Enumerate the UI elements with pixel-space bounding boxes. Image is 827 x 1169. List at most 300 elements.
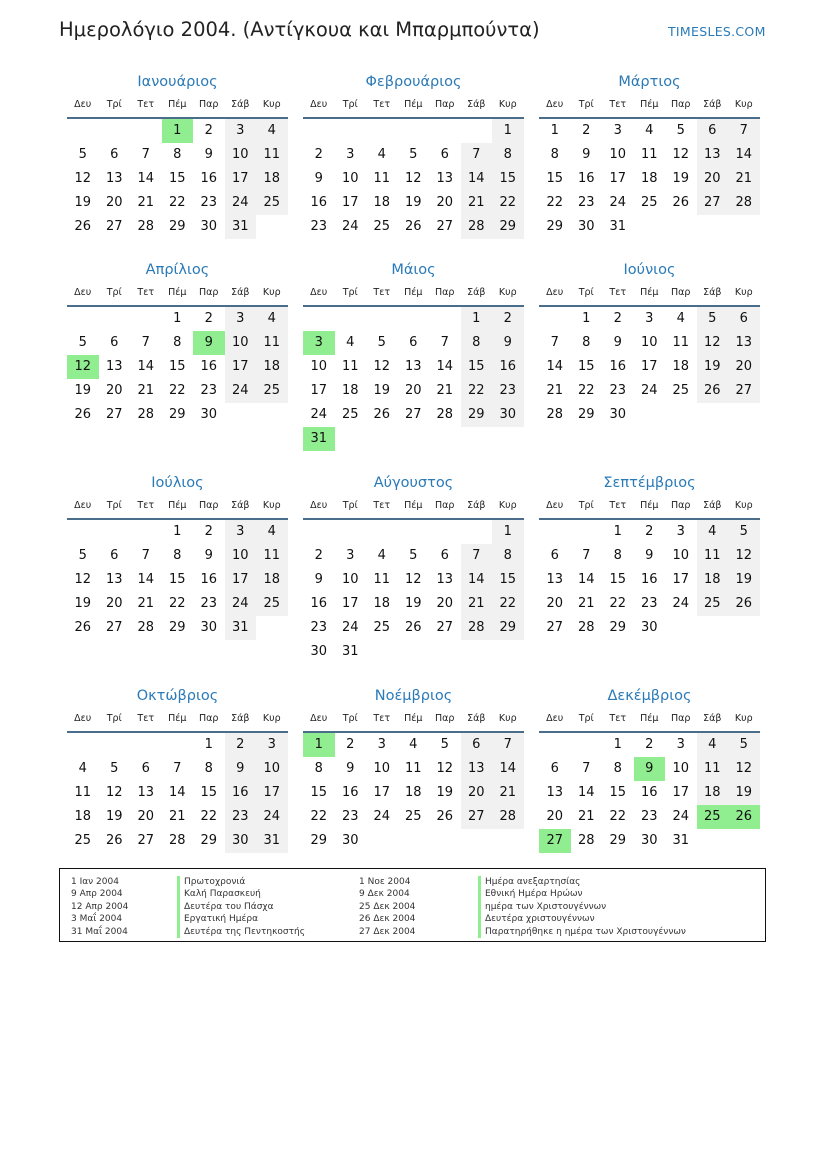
day-cell: 10 bbox=[225, 143, 257, 167]
day-cell: 22 bbox=[609, 809, 627, 824]
weekday-label: Τετ bbox=[609, 287, 627, 298]
weekday-label: Τετ bbox=[609, 99, 627, 110]
legend-holiday-name: ημέρα των Χριστουγέννων bbox=[478, 901, 686, 913]
weekday-label: Κυρ bbox=[262, 713, 281, 724]
day-cell: 20 bbox=[546, 596, 564, 611]
weekday-label: Σάβ bbox=[231, 287, 250, 298]
day-cell: 3 bbox=[225, 119, 257, 143]
day-cell: 11 bbox=[256, 544, 288, 568]
empty-cell bbox=[130, 119, 162, 143]
day-cell: 18 bbox=[404, 785, 422, 800]
holiday-day-cell: 25 bbox=[697, 805, 729, 829]
weekday-label: Κυρ bbox=[498, 500, 517, 511]
empty-cell bbox=[130, 307, 162, 331]
month-calendar bbox=[67, 259, 288, 427]
day-cell: 23 bbox=[492, 379, 524, 403]
empty-cell bbox=[67, 119, 99, 143]
day-cell: 8 bbox=[204, 761, 213, 776]
day-cell: 1 bbox=[173, 311, 182, 326]
day-cell: 14 bbox=[492, 757, 524, 781]
weekday-header bbox=[67, 281, 288, 307]
day-cell: 22 bbox=[492, 191, 524, 215]
weekday-label: Κυρ bbox=[262, 99, 281, 110]
day-cell: 5 bbox=[728, 520, 760, 544]
month-name: Αύγουστος bbox=[373, 475, 454, 491]
day-cell: 3 bbox=[676, 737, 685, 752]
weekday-label: Τετ bbox=[137, 287, 155, 298]
day-cell: 6 bbox=[110, 147, 119, 162]
weekday-label: Σάβ bbox=[467, 287, 486, 298]
empty-cell bbox=[366, 307, 398, 331]
day-cell: 18 bbox=[697, 781, 729, 805]
day-cell: 26 bbox=[404, 620, 422, 635]
day-cell: 5 bbox=[110, 761, 119, 776]
holiday-day-cell: 31 bbox=[303, 427, 335, 451]
day-cell: 28 bbox=[546, 407, 564, 422]
day-cell: 4 bbox=[697, 733, 729, 757]
day-cell: 21 bbox=[137, 195, 155, 210]
day-cell: 7 bbox=[582, 548, 591, 563]
day-cell: 16 bbox=[609, 359, 627, 374]
day-cell: 21 bbox=[577, 596, 595, 611]
day-cell: 30 bbox=[640, 620, 658, 635]
empty-cell bbox=[398, 119, 430, 143]
day-cell: 4 bbox=[256, 119, 288, 143]
day-cell: 22 bbox=[310, 809, 328, 824]
day-cell: 14 bbox=[137, 359, 155, 374]
day-cell: 21 bbox=[137, 596, 155, 611]
holiday-legend bbox=[59, 868, 766, 942]
day-cell: 21 bbox=[728, 167, 760, 191]
weekday-label: Δευ bbox=[546, 500, 564, 511]
day-cell: 9 bbox=[204, 548, 213, 563]
day-cell: 27 bbox=[728, 379, 760, 403]
day-cell: 15 bbox=[168, 572, 186, 587]
legend-holiday-date: 12 Απρ 2004 bbox=[71, 901, 129, 912]
days-grid bbox=[303, 520, 524, 664]
day-cell: 19 bbox=[74, 383, 92, 398]
day-cell: 1 bbox=[613, 737, 622, 752]
day-cell: 10 bbox=[225, 331, 257, 355]
legend-holiday-date: 31 Μαΐ 2004 bbox=[71, 926, 128, 937]
day-cell: 3 bbox=[613, 123, 622, 138]
empty-cell bbox=[99, 307, 131, 331]
day-cell: 5 bbox=[697, 307, 729, 331]
day-cell: 18 bbox=[256, 355, 288, 379]
day-cell: 9 bbox=[314, 572, 323, 587]
day-cell: 26 bbox=[74, 219, 92, 234]
day-cell: 13 bbox=[728, 331, 760, 355]
day-cell: 29 bbox=[609, 833, 627, 848]
day-cell: 24 bbox=[373, 809, 391, 824]
day-cell: 8 bbox=[613, 548, 622, 563]
day-cell: 3 bbox=[676, 524, 685, 539]
day-cell: 9 bbox=[645, 548, 654, 563]
day-cell: 15 bbox=[492, 167, 524, 191]
day-cell: 26 bbox=[728, 592, 760, 616]
weekday-label: Τετ bbox=[373, 99, 391, 110]
day-cell: 25 bbox=[640, 195, 658, 210]
day-cell: 11 bbox=[640, 147, 658, 162]
month-calendar bbox=[539, 259, 760, 427]
day-cell: 23 bbox=[577, 195, 595, 210]
weekday-label: Κυρ bbox=[734, 99, 753, 110]
day-cell: 13 bbox=[105, 359, 123, 374]
day-cell: 4 bbox=[256, 520, 288, 544]
weekday-header bbox=[303, 707, 524, 733]
month-calendar bbox=[303, 259, 524, 451]
day-cell: 25 bbox=[256, 191, 288, 215]
weekday-label: Παρ bbox=[671, 500, 691, 511]
day-cell: 4 bbox=[697, 520, 729, 544]
day-cell: 24 bbox=[609, 195, 627, 210]
weekday-label: Σάβ bbox=[231, 500, 250, 511]
day-cell: 26 bbox=[74, 407, 92, 422]
days-grid bbox=[539, 733, 760, 853]
day-cell: 24 bbox=[672, 809, 690, 824]
weekday-label: Παρ bbox=[671, 99, 691, 110]
day-cell: 10 bbox=[672, 761, 690, 776]
weekday-label: Κυρ bbox=[734, 287, 753, 298]
empty-cell bbox=[461, 119, 493, 143]
day-cell: 13 bbox=[436, 572, 454, 587]
day-cell: 31 bbox=[225, 616, 257, 640]
page-title: Ημερολόγιο 2004. (Αντίγκουα και Μπαρμπούντα) bbox=[59, 18, 540, 41]
day-cell: 10 bbox=[225, 544, 257, 568]
empty-cell bbox=[461, 520, 493, 544]
day-cell: 29 bbox=[492, 215, 524, 239]
weekday-label: Τρί bbox=[106, 287, 122, 298]
day-cell: 28 bbox=[137, 219, 155, 234]
day-cell: 12 bbox=[436, 761, 454, 776]
day-cell: 14 bbox=[461, 568, 493, 592]
day-cell: 28 bbox=[436, 407, 454, 422]
weekday-label: Πέμ bbox=[168, 713, 187, 724]
days-grid bbox=[539, 307, 760, 427]
legend-holiday-name: Εργατική Ημέρα bbox=[177, 913, 305, 925]
day-cell: 14 bbox=[137, 171, 155, 186]
empty-cell bbox=[539, 520, 571, 544]
day-cell: 22 bbox=[546, 195, 564, 210]
empty-cell bbox=[67, 307, 99, 331]
day-cell: 21 bbox=[546, 383, 564, 398]
site-link[interactable]: TIMESLES.COM bbox=[668, 24, 766, 39]
day-cell: 20 bbox=[137, 809, 155, 824]
month-name: Μάιος bbox=[391, 262, 436, 278]
day-cell: 8 bbox=[173, 548, 182, 563]
weekday-label: Τετ bbox=[137, 713, 155, 724]
day-cell: 12 bbox=[373, 359, 391, 374]
weekday-label: Τρί bbox=[106, 713, 122, 724]
holiday-day-cell: 1 bbox=[303, 733, 335, 757]
day-cell: 3 bbox=[377, 737, 386, 752]
day-cell: 19 bbox=[105, 809, 123, 824]
legend-holiday-name: Καλή Παρασκευή bbox=[177, 888, 305, 900]
empty-cell bbox=[335, 119, 367, 143]
day-cell: 1 bbox=[613, 524, 622, 539]
day-cell: 23 bbox=[200, 195, 218, 210]
day-cell: 16 bbox=[341, 785, 359, 800]
day-cell: 15 bbox=[168, 359, 186, 374]
weekday-label: Πέμ bbox=[404, 713, 423, 724]
day-cell: 6 bbox=[697, 119, 729, 143]
day-cell: 28 bbox=[168, 833, 186, 848]
weekday-label: Παρ bbox=[435, 713, 455, 724]
day-cell: 20 bbox=[105, 596, 123, 611]
day-cell: 16 bbox=[492, 355, 524, 379]
empty-cell bbox=[539, 733, 571, 757]
days-grid bbox=[303, 733, 524, 853]
empty-cell bbox=[335, 520, 367, 544]
day-cell: 13 bbox=[546, 785, 564, 800]
day-cell: 17 bbox=[672, 572, 690, 587]
day-cell: 22 bbox=[168, 383, 186, 398]
month-calendar bbox=[67, 685, 288, 853]
empty-cell bbox=[429, 119, 461, 143]
day-cell: 24 bbox=[672, 596, 690, 611]
month-calendar bbox=[539, 472, 760, 640]
weekday-label: Παρ bbox=[435, 99, 455, 110]
day-cell: 19 bbox=[728, 781, 760, 805]
holiday-day-cell: 3 bbox=[303, 331, 335, 355]
day-cell: 17 bbox=[341, 596, 359, 611]
day-cell: 25 bbox=[74, 833, 92, 848]
day-cell: 20 bbox=[436, 596, 454, 611]
day-cell: 8 bbox=[550, 147, 559, 162]
day-cell: 1 bbox=[173, 524, 182, 539]
day-cell: 23 bbox=[609, 383, 627, 398]
weekday-label: Σάβ bbox=[703, 500, 722, 511]
day-cell: 26 bbox=[672, 195, 690, 210]
day-cell: 7 bbox=[582, 761, 591, 776]
day-cell: 28 bbox=[137, 620, 155, 635]
weekday-label: Κυρ bbox=[262, 500, 281, 511]
day-cell: 29 bbox=[492, 616, 524, 640]
weekday-label: Κυρ bbox=[734, 713, 753, 724]
month-calendar bbox=[67, 472, 288, 640]
day-cell: 16 bbox=[577, 171, 595, 186]
empty-cell bbox=[162, 733, 194, 757]
day-cell: 2 bbox=[613, 311, 622, 326]
day-cell: 13 bbox=[105, 572, 123, 587]
day-cell: 5 bbox=[728, 733, 760, 757]
month-calendar bbox=[67, 71, 288, 239]
legend-dates-right bbox=[359, 876, 415, 938]
day-cell: 30 bbox=[640, 833, 658, 848]
legend-holiday-name: Ημέρα ανεξαρτησίας bbox=[478, 876, 686, 888]
day-cell: 27 bbox=[105, 620, 123, 635]
day-cell: 21 bbox=[436, 383, 454, 398]
day-cell: 3 bbox=[225, 520, 257, 544]
day-cell: 25 bbox=[404, 809, 422, 824]
weekday-header bbox=[539, 707, 760, 733]
day-cell: 11 bbox=[373, 171, 391, 186]
day-cell: 16 bbox=[225, 781, 257, 805]
weekday-label: Πέμ bbox=[640, 287, 659, 298]
day-cell: 2 bbox=[204, 123, 213, 138]
day-cell: 5 bbox=[409, 147, 418, 162]
month-name: Νοέμβριος bbox=[374, 688, 453, 704]
weekday-label: Τετ bbox=[373, 287, 391, 298]
weekday-label: Τετ bbox=[609, 713, 627, 724]
weekday-label: Πέμ bbox=[168, 99, 187, 110]
day-cell: 19 bbox=[404, 596, 422, 611]
month-name: Ιανουάριος bbox=[137, 74, 218, 90]
day-cell: 23 bbox=[310, 219, 328, 234]
day-cell: 11 bbox=[697, 757, 729, 781]
day-cell: 9 bbox=[314, 171, 323, 186]
day-cell: 7 bbox=[492, 733, 524, 757]
day-cell: 26 bbox=[105, 833, 123, 848]
month-name: Οκτώβριος bbox=[136, 688, 219, 704]
day-cell: 5 bbox=[78, 548, 87, 563]
weekday-label: Δευ bbox=[546, 99, 564, 110]
day-cell: 13 bbox=[697, 143, 729, 167]
day-cell: 25 bbox=[256, 379, 288, 403]
day-cell: 28 bbox=[577, 620, 595, 635]
day-cell: 8 bbox=[613, 761, 622, 776]
day-cell: 27 bbox=[105, 407, 123, 422]
empty-cell bbox=[571, 520, 603, 544]
days-grid bbox=[303, 119, 524, 239]
day-cell: 11 bbox=[256, 331, 288, 355]
day-cell: 11 bbox=[404, 761, 422, 776]
day-cell: 30 bbox=[492, 403, 524, 427]
day-cell: 28 bbox=[137, 407, 155, 422]
day-cell: 17 bbox=[609, 171, 627, 186]
day-cell: 6 bbox=[110, 335, 119, 350]
day-cell: 7 bbox=[440, 335, 449, 350]
day-cell: 14 bbox=[577, 785, 595, 800]
day-cell: 22 bbox=[461, 379, 493, 403]
day-cell: 12 bbox=[728, 757, 760, 781]
weekday-label: Τρί bbox=[106, 99, 122, 110]
day-cell: 1 bbox=[582, 311, 591, 326]
day-cell: 12 bbox=[697, 331, 729, 355]
weekday-header bbox=[67, 93, 288, 119]
empty-cell bbox=[99, 119, 131, 143]
day-cell: 14 bbox=[728, 143, 760, 167]
day-cell: 10 bbox=[373, 761, 391, 776]
day-cell: 24 bbox=[225, 592, 257, 616]
day-cell: 2 bbox=[645, 737, 654, 752]
empty-cell bbox=[366, 520, 398, 544]
day-cell: 6 bbox=[461, 733, 493, 757]
day-cell: 26 bbox=[436, 809, 454, 824]
day-cell: 15 bbox=[200, 785, 218, 800]
day-cell: 2 bbox=[582, 123, 591, 138]
day-cell: 7 bbox=[461, 544, 493, 568]
day-cell: 30 bbox=[200, 620, 218, 635]
day-cell: 6 bbox=[440, 147, 449, 162]
day-cell: 15 bbox=[609, 572, 627, 587]
day-cell: 7 bbox=[173, 761, 182, 776]
holiday-day-cell: 26 bbox=[728, 805, 760, 829]
day-cell: 5 bbox=[377, 335, 386, 350]
weekday-label: Τρί bbox=[342, 713, 358, 724]
day-cell: 30 bbox=[200, 407, 218, 422]
day-cell: 8 bbox=[461, 331, 493, 355]
day-cell: 2 bbox=[204, 524, 213, 539]
day-cell: 7 bbox=[550, 335, 559, 350]
day-cell: 27 bbox=[137, 833, 155, 848]
day-cell: 21 bbox=[168, 809, 186, 824]
day-cell: 18 bbox=[373, 195, 391, 210]
day-cell: 17 bbox=[640, 359, 658, 374]
day-cell: 2 bbox=[346, 737, 355, 752]
day-cell: 17 bbox=[225, 167, 257, 191]
day-cell: 21 bbox=[461, 592, 493, 616]
day-cell: 9 bbox=[613, 335, 622, 350]
day-cell: 5 bbox=[78, 147, 87, 162]
days-grid bbox=[67, 733, 288, 853]
month-name: Απρίλιος bbox=[145, 262, 210, 278]
days-grid bbox=[303, 307, 524, 451]
day-cell: 4 bbox=[409, 737, 418, 752]
day-cell: 1 bbox=[492, 520, 524, 544]
day-cell: 27 bbox=[404, 407, 422, 422]
day-cell: 26 bbox=[697, 379, 729, 403]
day-cell: 2 bbox=[204, 311, 213, 326]
day-cell: 24 bbox=[310, 407, 328, 422]
day-cell: 26 bbox=[404, 219, 422, 234]
day-cell: 22 bbox=[609, 596, 627, 611]
day-cell: 9 bbox=[346, 761, 355, 776]
weekday-label: Σάβ bbox=[703, 99, 722, 110]
day-cell: 10 bbox=[310, 359, 328, 374]
month-name: Δεκέμβριος bbox=[607, 688, 692, 704]
empty-cell bbox=[99, 733, 131, 757]
day-cell: 14 bbox=[168, 785, 186, 800]
empty-cell bbox=[571, 733, 603, 757]
weekday-label: Παρ bbox=[199, 500, 219, 511]
day-cell: 16 bbox=[200, 171, 218, 186]
days-grid bbox=[67, 307, 288, 427]
day-cell: 31 bbox=[609, 219, 627, 234]
legend-holiday-date: 9 Απρ 2004 bbox=[71, 889, 123, 900]
day-cell: 20 bbox=[461, 781, 493, 805]
month-name: Ιούλιος bbox=[151, 475, 204, 491]
day-cell: 23 bbox=[640, 809, 658, 824]
legend-holiday-date: 3 Μαΐ 2004 bbox=[71, 914, 123, 925]
legend-holiday-name: Δευτέρα του Πάσχα bbox=[177, 901, 305, 913]
day-cell: 15 bbox=[492, 568, 524, 592]
day-cell: 12 bbox=[404, 171, 422, 186]
empty-cell bbox=[67, 733, 99, 757]
day-cell: 30 bbox=[341, 833, 359, 848]
days-grid bbox=[67, 119, 288, 239]
empty-cell bbox=[99, 520, 131, 544]
day-cell: 3 bbox=[645, 311, 654, 326]
legend-holiday-date: 26 Δεκ 2004 bbox=[359, 914, 416, 925]
weekday-label: Παρ bbox=[199, 287, 219, 298]
day-cell: 2 bbox=[314, 147, 323, 162]
day-cell: 10 bbox=[256, 757, 288, 781]
day-cell: 19 bbox=[436, 785, 454, 800]
day-cell: 29 bbox=[168, 407, 186, 422]
day-cell: 29 bbox=[168, 219, 186, 234]
day-cell: 14 bbox=[461, 167, 493, 191]
day-cell: 12 bbox=[728, 544, 760, 568]
day-cell: 21 bbox=[577, 809, 595, 824]
legend-holiday-name: Εθνική Ημέρα Ηρώων bbox=[478, 888, 686, 900]
day-cell: 19 bbox=[728, 568, 760, 592]
day-cell: 2 bbox=[645, 524, 654, 539]
day-cell: 5 bbox=[409, 548, 418, 563]
day-cell: 20 bbox=[728, 355, 760, 379]
weekday-label: Πέμ bbox=[404, 99, 423, 110]
day-cell: 13 bbox=[137, 785, 155, 800]
